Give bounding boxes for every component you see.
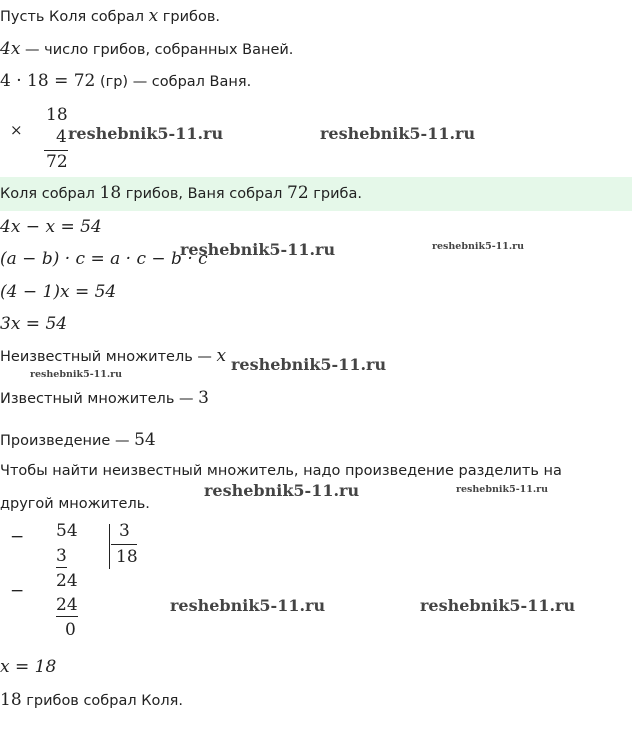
equation-1: 4x − x = 54 bbox=[0, 217, 102, 237]
mult-line bbox=[44, 150, 68, 151]
answer-equation: x = 18 bbox=[0, 657, 57, 677]
final-answer-line bbox=[0, 690, 183, 710]
answer-text: грибов, Ваня собрал bbox=[125, 186, 283, 202]
dividend: 54 bbox=[56, 521, 78, 541]
watermark: reshebnik5-11.ru bbox=[180, 240, 336, 259]
rule-line-1: Чтобы найти неизвестный множитель, надо произведение разделить на bbox=[0, 463, 562, 479]
answer-vanya: 72 bbox=[287, 183, 309, 203]
final-number: 18 bbox=[0, 690, 22, 710]
division-minus: − bbox=[10, 527, 25, 547]
watermark: reshebnik5-11.ru bbox=[204, 481, 360, 500]
watermark: reshebnik5-11.ru bbox=[456, 484, 549, 495]
known-value: 3 bbox=[198, 388, 209, 408]
watermark: reshebnik5-11.ru bbox=[231, 355, 387, 374]
unknown-factor-line bbox=[0, 346, 226, 366]
expr-4x: 4x bbox=[0, 39, 21, 59]
quotient: 18 bbox=[116, 547, 138, 567]
product-line bbox=[0, 430, 156, 450]
mult-result: 72 bbox=[46, 152, 68, 172]
product-label: Произведение — bbox=[0, 433, 130, 449]
vanya-calc-line bbox=[0, 71, 251, 91]
sub1-underline bbox=[56, 567, 67, 568]
answer-kolya: 18 bbox=[99, 183, 122, 203]
multiply-sign: × bbox=[10, 121, 23, 139]
intro-text-end: грибов. bbox=[162, 9, 220, 25]
watermark: reshebnik5-11.ru bbox=[432, 241, 525, 252]
remainder-1: 24 bbox=[56, 571, 78, 591]
divisor: 3 bbox=[119, 521, 130, 541]
rule-line-2: другой множитель. bbox=[0, 496, 150, 512]
final-text: грибов собрал Коля. bbox=[26, 693, 183, 709]
distributive-law: (a − b) · c = a · c − b · c bbox=[0, 249, 208, 269]
mult-bottom: 4 bbox=[56, 127, 67, 147]
calc-text: (гр) — собрал Ваня. bbox=[99, 74, 252, 90]
watermark: reshebnik5-11.ru bbox=[420, 596, 576, 615]
known-factor-line bbox=[0, 388, 209, 408]
unknown-label: Неизвестный множитель — bbox=[0, 349, 212, 365]
watermark: reshebnik5-11.ru bbox=[68, 124, 224, 143]
mult-top: 18 bbox=[46, 105, 68, 125]
watermark: reshebnik5-11.ru bbox=[320, 124, 476, 143]
unknown-var: x bbox=[216, 346, 227, 366]
sub2-underline bbox=[56, 616, 78, 617]
intro-line bbox=[0, 6, 220, 26]
product-value: 54 bbox=[134, 430, 156, 450]
division-bar bbox=[109, 524, 110, 569]
answer-text: гриба. bbox=[313, 186, 362, 202]
answer-text: Коля собрал bbox=[0, 186, 95, 202]
subtrahend-2: 24 bbox=[56, 595, 78, 615]
vanya-text: — число грибов, собранных Ваней. bbox=[25, 42, 294, 58]
equation-2: (4 − 1)x = 54 bbox=[0, 282, 117, 302]
known-label: Известный множитель — bbox=[0, 391, 194, 407]
answer-line bbox=[0, 183, 362, 203]
intro-text: Пусть Коля собрал bbox=[0, 9, 144, 25]
var-x: x bbox=[148, 6, 159, 26]
equation-3: 3x = 54 bbox=[0, 314, 68, 334]
watermark: reshebnik5-11.ru bbox=[170, 596, 326, 615]
vanya-expression-line bbox=[0, 39, 293, 59]
watermark: reshebnik5-11.ru bbox=[30, 369, 123, 380]
divisor-line bbox=[111, 544, 137, 545]
remainder-2: 0 bbox=[65, 620, 76, 640]
calc-expr: 4 · 18 = 72 bbox=[0, 71, 96, 91]
subtrahend-1: 3 bbox=[56, 546, 67, 566]
division-minus-2: − bbox=[10, 581, 25, 601]
